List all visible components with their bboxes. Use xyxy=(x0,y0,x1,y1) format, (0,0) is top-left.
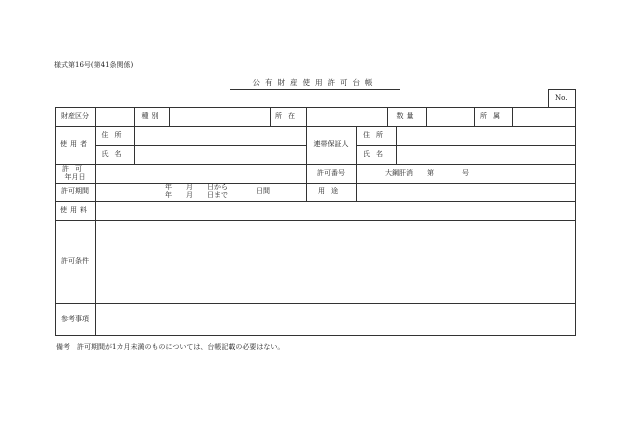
label-guarantor-name: 氏名 xyxy=(363,150,389,158)
row-line-6 xyxy=(55,303,576,304)
r1-v8 xyxy=(512,107,513,126)
form-number: 様式第16号(第41条関係) xyxy=(54,61,134,69)
label-location: 所在 xyxy=(275,112,301,120)
table-right xyxy=(575,107,576,336)
period-from: 年 月 日から xyxy=(165,183,228,191)
no-box-top xyxy=(548,89,576,90)
label-user: 使用者 xyxy=(60,140,90,148)
label-reference: 参考事項 xyxy=(61,315,89,323)
r2-v4 xyxy=(396,126,397,164)
label-quantity: 数量 xyxy=(396,112,417,120)
label-permit-period: 許可期間 xyxy=(61,187,89,195)
no-box-right xyxy=(575,89,576,107)
row-line-1a xyxy=(95,145,306,146)
title-underline xyxy=(230,89,400,90)
r1-v2 xyxy=(169,107,170,126)
row-line-4 xyxy=(55,201,576,202)
no-box-left xyxy=(548,89,549,107)
label-user-address: 住所 xyxy=(101,131,128,139)
label-guarantor: 連帯保証人 xyxy=(313,140,349,148)
label-col-divider xyxy=(95,107,96,336)
label-permit-date-bottom: 年月日 xyxy=(64,173,86,181)
row-line-1b xyxy=(356,145,576,146)
r2-v1 xyxy=(134,126,135,164)
label-user-name: 氏名 xyxy=(101,150,128,158)
r1-v4 xyxy=(306,107,307,126)
row-line-7 xyxy=(55,335,576,336)
period-days: 日間 xyxy=(256,187,270,195)
label-permit-number: 許可番号 xyxy=(317,169,345,177)
label-usage-fee: 使用料 xyxy=(60,206,90,214)
label-permit-conditions: 許可条件 xyxy=(61,257,89,265)
form-title: 公有財産使用許可台帳 xyxy=(252,78,378,87)
label-department: 所属 xyxy=(480,112,506,120)
label-permit-date-top: 許可 xyxy=(62,165,88,173)
period-to: 年 月 日まで xyxy=(165,191,228,199)
footnote: 備考 許可期間が1カ月未満のものについては、台帳記載の必要はない。 xyxy=(56,343,285,351)
row-line-3 xyxy=(55,183,576,184)
permit-number-value: 大鋼肝消 第 号 xyxy=(385,169,469,177)
row-line-2 xyxy=(55,164,576,165)
row-line-5 xyxy=(55,220,576,221)
label-asset-category: 財産区分 xyxy=(61,112,89,120)
no-label: No. xyxy=(555,94,568,102)
r4-v2 xyxy=(356,164,357,201)
r1-v6 xyxy=(426,107,427,126)
label-guarantor-address: 住所 xyxy=(363,131,389,139)
label-purpose: 用途 xyxy=(318,187,344,195)
label-kind: 種別 xyxy=(141,112,162,120)
